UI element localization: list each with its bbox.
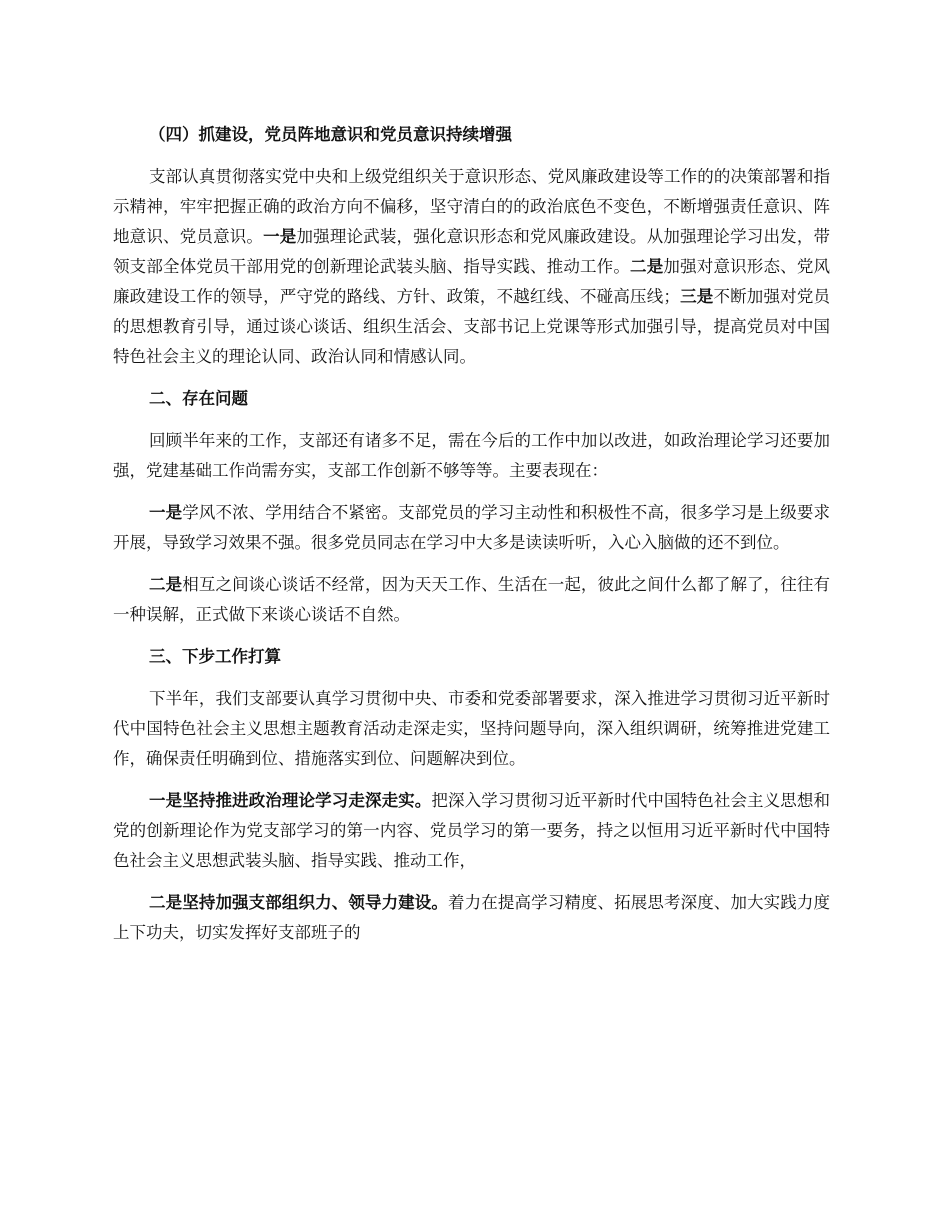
lead-first: 一是	[149, 503, 183, 522]
paragraph-text: 相互之间谈心谈话不经常，因为天天工作、生活在一起，彼此之间什么都了解了，往往有一种误解，正式做下来谈心谈话不自然。	[113, 575, 831, 624]
section-heading-four: （四）抓建设，党员阵地意识和党员意识持续增强	[149, 125, 512, 144]
paragraph-construction	[113, 162, 830, 372]
paragraph-plan: 下半年，我们支部要认真学习贯彻中央、市委和党委部署要求，深入推进学习贯彻习近平新时代中国特色社会主义思想主题教育活动走深走实，坚持问题导向，深入组织调研，统筹推进党建工作，确保责任明确到位、措施落实到位、问题解决到位。	[113, 689, 830, 768]
document-page	[113, 120, 830, 960]
paragraph-review: 回顾半年来的工作，支部还有诸多不足，需在今后的工作中加以改进，如政治理论学习还要加强，党建基础工作尚需夯实，支部工作创新不够等等。主要表现在：	[113, 431, 830, 480]
paragraph-text: 支部认真贯彻落实党中央和上级党组织关于意识形态、党风廉政建设等工作的的决策部署和指示精神，牢牢把握正确的政治方向不偏移，坚守清白的的政治底色不变色，不断增强责任意识、阵地意识、党员意识。	[113, 167, 830, 246]
paragraph-text: 加强理论武装，强化意识形态和党风廉政建设。从加强理论学习出发，带领支部全体党员干部用党的创新理论武装头脑、指导实践、推动工作。	[113, 227, 831, 276]
paragraph-text: 把深入学习贯彻习近平新时代中国特色社会主义思想和党的创新理论作为党支部学习的第一内容、党员学习的第一要务，持之以恒用习近平新时代中国特色社会主义思想武装头脑、指导实践、推动工作，	[113, 791, 831, 870]
paragraph-problem-one	[113, 498, 830, 558]
lead-first: 一是	[263, 227, 297, 246]
paragraph-text: 加强对意识形态、党风廉政建设工作的领导，严守党的路线、方针、政策，不越红线、不碰高压线；	[113, 257, 831, 306]
paragraph-plan-two	[113, 888, 830, 948]
paragraph-text: 着力在提高学习精度、拓展思考深度、加大实践力度上下功夫，切实发挥好支部班子的	[113, 893, 831, 942]
lead-second: 二是坚持加强支部组织力、领导力建设。	[149, 893, 449, 912]
paragraph-problem-two	[113, 570, 830, 630]
lead-second: 二是	[630, 257, 664, 276]
paragraph-plan-one	[113, 786, 830, 876]
lead-third: 三是	[679, 287, 714, 306]
section-heading-problems: 二、存在问题	[149, 389, 248, 408]
lead-second: 二是	[149, 575, 183, 594]
lead-first: 一是坚持推进政治理论学习走深走实。	[149, 791, 432, 810]
paragraph-text: 不断加强对党员的思想教育引导，通过谈心谈话、组织生活会、支部书记上党课等形式加强引导，提高党员对中国特色社会主义的理论认同、政治认同和情感认同。	[113, 287, 831, 366]
paragraph-text: 学风不浓、学用结合不紧密。支部党员的学习主动性和积极性不高，很多学习是上级要求开展，导致学习效果不强。很多党员同志在学习中大多是读读听听，入心入脑做的还不到位。	[113, 503, 831, 552]
section-heading-next-steps: 三、下步工作打算	[149, 647, 281, 666]
